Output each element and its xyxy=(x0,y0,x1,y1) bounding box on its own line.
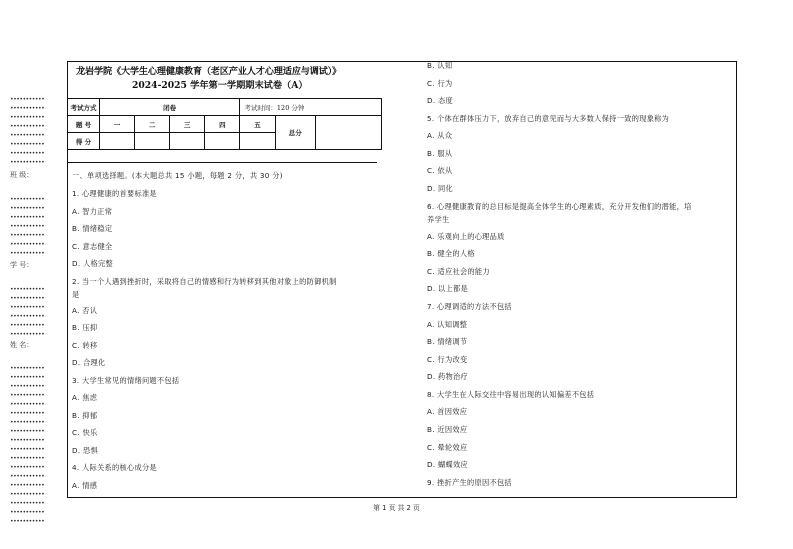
question-line: 养学生 xyxy=(427,215,450,224)
exam-mode-value: 闭卷 xyxy=(99,99,240,116)
dotted-line: ••••••••••• xyxy=(10,483,45,489)
question-line: 是 xyxy=(72,290,80,299)
option-line: B. 近因效应 xyxy=(427,425,468,434)
question-col-2: 二 xyxy=(135,116,170,133)
dotted-line: ••••••••••• xyxy=(10,133,45,139)
option-line: A. 情感 xyxy=(72,481,98,490)
option-line: D. 蝴蝶效应 xyxy=(427,460,468,469)
option-line: B. 认知 xyxy=(427,61,453,70)
option-line: B. 情绪调节 xyxy=(427,337,468,346)
option-line: D. 同化 xyxy=(427,184,453,193)
question-line: 9. 挫折产生的原因不包括 xyxy=(427,478,512,487)
dotted-line: ••••••••••• xyxy=(10,242,45,248)
option-line: A. 从众 xyxy=(427,131,453,140)
exam-title: 龙岩学院《大学生心理健康教育（老区产业人才心理适应与调试）》 xyxy=(76,66,342,77)
option-line: B. 健全的人格 xyxy=(427,249,475,258)
question-line: 4. 人际关系的核心成分是 xyxy=(72,463,157,472)
dotted-line: ••••••••••• xyxy=(10,438,45,444)
option-line: A. 认知调整 xyxy=(427,320,468,329)
option-line: C. 快乐 xyxy=(72,428,98,437)
score-cell-4 xyxy=(205,133,240,150)
dotted-line: ••••••••••• xyxy=(10,314,45,320)
dotted-line: ••••••••••• xyxy=(10,375,45,381)
dotted-line: ••••••••••• xyxy=(10,323,45,329)
exam-mode-label: 考试方式 xyxy=(68,99,100,116)
question-line: 7. 心理调适的方法不包括 xyxy=(427,302,512,311)
question-line: 5. 个体在群体压力下，放弃自己的意见而与大多数人保持一致的现象称为 xyxy=(427,114,670,123)
question-col-3: 三 xyxy=(170,116,205,133)
dotted-line: ••••••••••• xyxy=(10,384,45,390)
question-no-label: 题 号 xyxy=(68,116,100,133)
name-label: 姓 名： xyxy=(10,341,34,349)
option-line: D. 以上都是 xyxy=(427,284,468,293)
option-line: C. 适应社会的能力 xyxy=(427,267,490,276)
dotted-line: ••••••••••• xyxy=(10,465,45,471)
dotted-line: ••••••••••• xyxy=(10,447,45,453)
option-line: A. 否认 xyxy=(72,306,98,315)
question-line: 2. 当一个人遇到挫折时，采取将自己的情感和行为转移到其他对象上的防御机制 xyxy=(72,277,337,286)
dotted-line: ••••••••••• xyxy=(10,519,45,525)
score-cell-3 xyxy=(170,133,205,150)
dotted-line: ••••••••••• xyxy=(10,366,45,372)
exam-time: 考试时间：120 分钟 xyxy=(240,99,382,116)
question-line: 1. 心理健康的首要标准是 xyxy=(72,189,157,198)
dotted-line: ••••••••••• xyxy=(10,456,45,462)
binding-margin xyxy=(0,0,66,549)
dotted-line: ••••••••••• xyxy=(10,206,45,212)
option-line: A. 首因效应 xyxy=(427,407,468,416)
question-col-1: 一 xyxy=(99,116,134,133)
dotted-line: ••••••••••• xyxy=(10,474,45,480)
option-line: C. 晕轮效应 xyxy=(427,443,468,452)
option-line: B. 情绪稳定 xyxy=(72,224,113,233)
page-number: 第 1 页 共 2 页 xyxy=(373,504,420,512)
dotted-line: ••••••••••• xyxy=(10,142,45,148)
question-line: 6. 心理健康教育的总目标是提高全体学生的心理素质，充分开发他们的潜能，培 xyxy=(427,202,692,211)
dotted-line: ••••••••••• xyxy=(10,287,45,293)
option-line: B. 压抑 xyxy=(72,323,98,332)
score-cell-2 xyxy=(135,133,170,150)
dotted-line: ••••••••••• xyxy=(10,215,45,221)
divider xyxy=(67,162,377,163)
total-score-cell xyxy=(315,116,381,150)
score-cell-5 xyxy=(240,133,275,150)
dotted-line: ••••••••••• xyxy=(10,402,45,408)
option-line: C. 依从 xyxy=(427,166,453,175)
total-label: 总分 xyxy=(275,116,315,150)
section-heading: 一、单项选择题。(本大题总共 15 小题，每题 2 分，共 30 分) xyxy=(72,171,283,180)
option-line: C. 行为改变 xyxy=(427,355,468,364)
dotted-line: ••••••••••• xyxy=(10,420,45,426)
question-col-5: 五 xyxy=(240,116,275,133)
dotted-line: ••••••••••• xyxy=(10,251,45,257)
dotted-line: ••••••••••• xyxy=(10,296,45,302)
option-line: A. 乐观向上的心理品质 xyxy=(427,232,505,241)
dotted-line: ••••••••••• xyxy=(10,393,45,399)
dotted-line: ••••••••••• xyxy=(10,411,45,417)
option-line: D. 恐惧 xyxy=(72,446,98,455)
option-line: C. 行为 xyxy=(427,79,453,88)
dotted-line: ••••••••••• xyxy=(10,124,45,130)
class-label: 班 级： xyxy=(10,171,34,179)
dotted-line: ••••••••••• xyxy=(10,510,45,516)
option-line: B. 服从 xyxy=(427,149,453,158)
dotted-line: ••••••••••• xyxy=(10,233,45,239)
dotted-line: ••••••••••• xyxy=(10,501,45,507)
dotted-line: ••••••••••• xyxy=(10,106,45,112)
question-col-4: 四 xyxy=(205,116,240,133)
score-cell-1 xyxy=(99,133,134,150)
dotted-line: ••••••••••• xyxy=(10,429,45,435)
question-line: 3. 大学生常见的情绪问题不包括 xyxy=(72,376,180,385)
student-id-label: 学 号： xyxy=(10,261,34,269)
option-line: D. 态度 xyxy=(427,96,453,105)
dotted-line: ••••••••••• xyxy=(10,332,45,338)
dotted-line: ••••••••••• xyxy=(10,115,45,121)
option-line: D. 药物治疗 xyxy=(427,372,468,381)
question-line: 8. 大学生在人际交往中容易出现的认知偏差不包括 xyxy=(427,390,595,399)
dotted-line: ••••••••••• xyxy=(10,197,45,203)
dotted-line: ••••••••••• xyxy=(10,305,45,311)
score-table xyxy=(67,98,382,150)
exam-subtitle: 2024-2025 学年第一学期期末试卷（A） xyxy=(132,80,308,91)
option-line: B. 抑郁 xyxy=(72,411,98,420)
dotted-line: ••••••••••• xyxy=(10,151,45,157)
dotted-line: ••••••••••• xyxy=(10,224,45,230)
option-line: C. 意志健全 xyxy=(72,242,113,251)
option-line: A. 智力正常 xyxy=(72,207,113,216)
dotted-line: ••••••••••• xyxy=(10,492,45,498)
option-line: D. 人格完整 xyxy=(72,259,113,268)
option-line: D. 合理化 xyxy=(72,358,106,367)
option-line: A. 焦虑 xyxy=(72,393,98,402)
dotted-line: ••••••••••• xyxy=(10,97,45,103)
score-label: 得 分 xyxy=(68,133,100,150)
option-line: C. 转移 xyxy=(72,341,98,350)
dotted-line: ••••••••••• xyxy=(10,160,45,166)
